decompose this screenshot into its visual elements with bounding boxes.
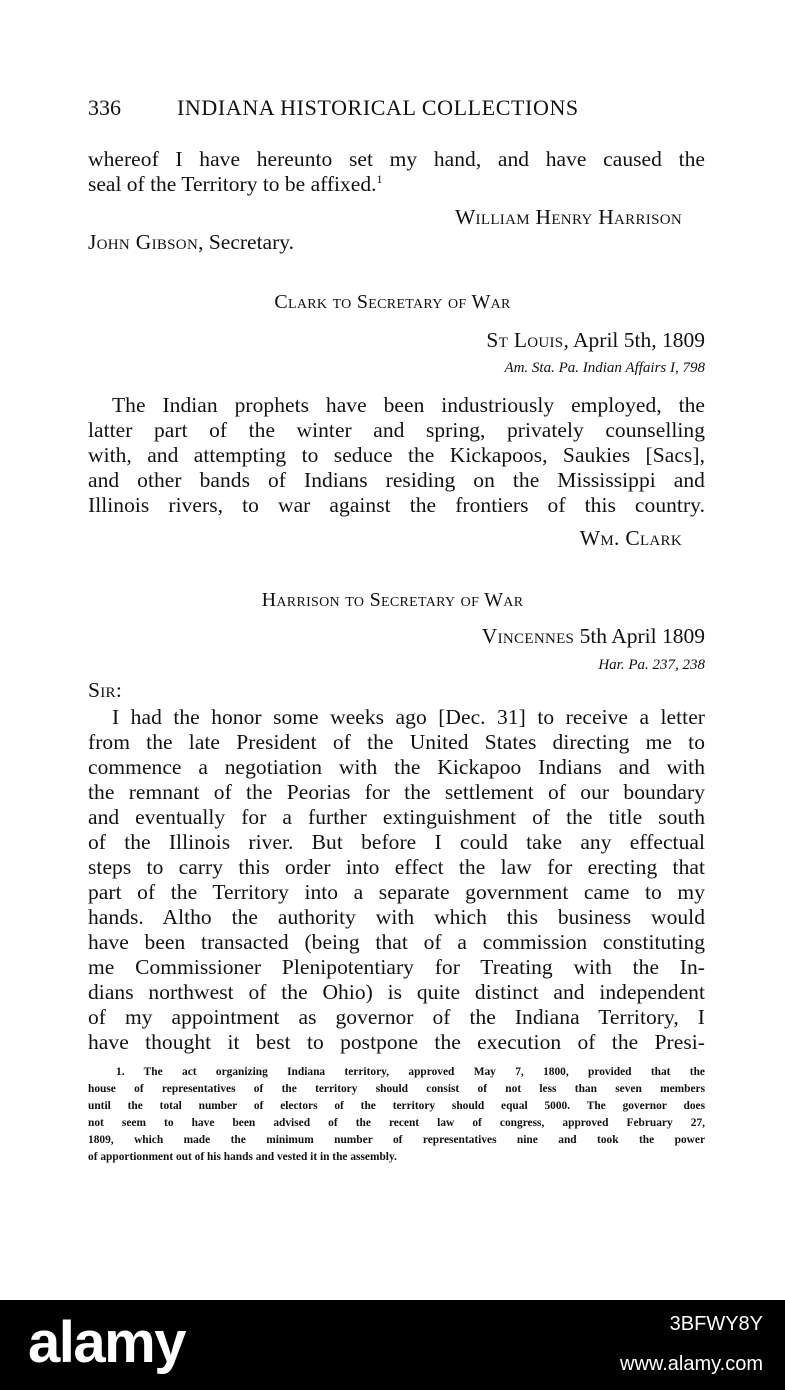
text-line: have thought it best to postpone the execution of the Presi- bbox=[88, 1030, 705, 1054]
secretary-name: John Gibson bbox=[88, 230, 199, 254]
text-line: from the late President of the United States directing me to bbox=[88, 730, 705, 754]
secretary-title: , Secretary. bbox=[198, 230, 294, 254]
footnote-line: house of representatives of the territory should consist of not less than seven members bbox=[88, 1083, 705, 1095]
salutation: Sir: bbox=[88, 678, 123, 702]
text-line: and other bands of Indians residing on the Mississippi and bbox=[88, 468, 705, 492]
text-line: hands. Altho the authority with which this business would bbox=[88, 905, 705, 929]
text-line: I had the honor some weeks ago [Dec. 31] to receive a letter bbox=[112, 705, 705, 729]
text-line: The Indian prophets have been industriously employed, the bbox=[112, 393, 705, 417]
text-line: dians northwest of the Ohio) is quite distinct and independent bbox=[88, 980, 705, 1004]
site-url: www.alamy.com bbox=[620, 1353, 763, 1375]
text-line: and eventually for a further extinguishment of the title south bbox=[88, 805, 705, 829]
text-line: me Commissioner Plenipotentiary for Treating with the In- bbox=[88, 955, 705, 979]
dateline-clark bbox=[486, 328, 705, 353]
heading-clark-letter: Clark to Secretary of War bbox=[274, 291, 511, 313]
text-line: whereof I have hereunto set my hand, and have caused the bbox=[88, 147, 705, 171]
text-line: have been transacted (being that of a commission constituting bbox=[88, 930, 705, 954]
text-line: commence a negotiation with the Kickapoo Indians and with bbox=[88, 755, 705, 779]
dateline-place: Vincennes bbox=[481, 624, 575, 648]
source-citation-clark: Am. Sta. Pa. Indian Affairs I, 798 bbox=[504, 360, 705, 376]
footnote-reference: 1 bbox=[376, 171, 383, 186]
secretary-line bbox=[88, 230, 294, 255]
dateline-harrison bbox=[482, 624, 705, 649]
footnote-line: 1. The act organizing Indiana territory, approved May 7, 1800, provided that the bbox=[116, 1066, 705, 1078]
text-line: steps to carry this order into effect the law for erecting that bbox=[88, 855, 705, 879]
text-line: Illinois rivers, to war against the frontiers of this country. bbox=[88, 493, 705, 517]
dateline-place: St Louis bbox=[486, 328, 564, 352]
image-id: 3BFWY8Y bbox=[669, 1313, 763, 1335]
page-number: 336 bbox=[88, 95, 121, 120]
signature-harrison: William Henry Harrison bbox=[454, 205, 682, 229]
source-citation-harrison: Har. Pa. 237, 238 bbox=[598, 657, 705, 673]
text-line: with, and attempting to seduce the Kickapoos, Saukies [Sacs], bbox=[88, 443, 705, 467]
watermark-bar bbox=[0, 1300, 785, 1390]
text-line: the remnant of the Peorias for the settlement of our boundary bbox=[88, 780, 705, 804]
alamy-logo: alamy bbox=[28, 1310, 185, 1375]
footnote-line: not seem to have been advised of the recent law of congress, approved February 27, bbox=[88, 1117, 705, 1129]
text-line: of the Illinois river. But before I could take any effectual bbox=[88, 830, 705, 854]
text-line: part of the Territory into a separate government came to my bbox=[88, 880, 705, 904]
dateline-date: , April 5th, 1809 bbox=[563, 328, 705, 352]
text-line: latter part of the winter and spring, privately counselling bbox=[88, 418, 705, 442]
running-title: INDIANA HISTORICAL COLLECTIONS bbox=[177, 95, 579, 120]
heading-harrison-letter: Harrison to Secretary of War bbox=[261, 589, 524, 611]
text-line: of my appointment as governor of the Indiana Territory, I bbox=[88, 1005, 705, 1029]
footnote-line: until the total number of electors of the territory should equal 5000. The governor does bbox=[88, 1100, 705, 1112]
text-line-content: seal of the Territory to be affixed. bbox=[88, 172, 377, 196]
dateline-date: 5th April 1809 bbox=[574, 624, 705, 648]
signature-clark: Wm. Clark bbox=[579, 526, 682, 550]
text-line bbox=[88, 172, 382, 197]
footnote-line: of apportionment out of his hands and vested it in the assembly. bbox=[88, 1151, 397, 1163]
footnote-line: 1809, which made the minimum number of representatives nine and took the power bbox=[88, 1134, 705, 1146]
